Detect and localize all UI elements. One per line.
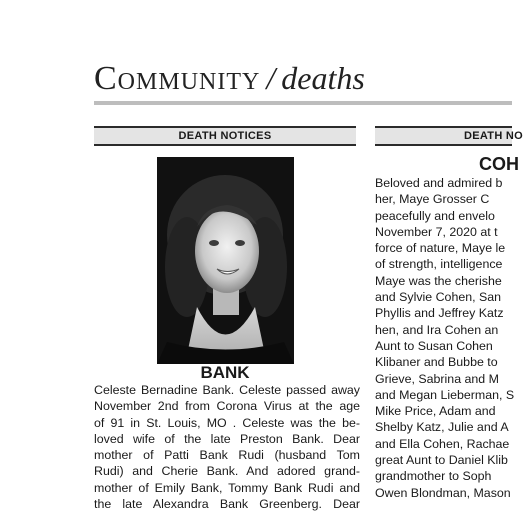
section-title: Community [94, 60, 261, 97]
obituary-line: mother of Emily Bank, Tommy Bank Rudi and [94, 480, 360, 495]
left-column-heading: DEATH NOTICES [94, 126, 356, 146]
right-obituary-name: COH [479, 154, 519, 174]
obituary-line: Klibaner and Bubbe to [375, 355, 498, 370]
obituary-line: hen, and Ira Cohen an [375, 322, 499, 337]
obituary-line: her, Maye Grosser C [375, 192, 490, 207]
obituary-line: and Ella Cohen, Rachae [375, 436, 510, 451]
obituary-line: Maye was the cherishe [375, 273, 502, 288]
obituary-line: Grieve, Sabrina and M [375, 371, 499, 386]
obituary-line: force of nature, Maye le [375, 241, 506, 256]
right-column-heading: DEATH NO [375, 126, 512, 146]
right-obituary-text [375, 175, 515, 501]
obituary-line: peacefully and envelo [375, 208, 495, 223]
header-separator: / [266, 60, 276, 96]
obituary-line: grandmother to Soph [375, 469, 492, 484]
header-rule [94, 101, 512, 105]
obituary-line: Owen Blondman, Mason [375, 485, 511, 500]
obituary-line: Rudi) and Cherie Bank. And adored grand- [94, 464, 360, 479]
obituary-line: Shelby Katz, Julie and A [375, 420, 509, 435]
obituary-line: the late Alexandra Bank Greenberg. Dear [94, 497, 360, 512]
portrait-photo [157, 157, 294, 364]
obituary-line: and Sylvie Cohen, San [375, 290, 502, 305]
obituary-line: Celeste Bernadine Bank. Celeste passed away [94, 383, 360, 397]
obituary-line: November 7, 2020 at t [375, 224, 498, 239]
obituary-line: Phyllis and Jeffrey Katz [375, 306, 504, 321]
section-subtitle: deaths [281, 60, 365, 96]
obituary-line: loved wife of the late Preston Bank. Dear [94, 431, 360, 446]
obituary-line: November 2nd from Corona Virus at the age [94, 399, 360, 414]
obituary-line: Beloved and admired b [375, 176, 503, 190]
obituary-line: mother of Patti Bank Rudi (husband Tom [94, 448, 360, 463]
obituary-line: Mike Price, Adam and [375, 404, 496, 419]
section-header [94, 60, 365, 98]
left-obituary-name: BANK [200, 363, 250, 382]
obituary-line: of strength, intelligence [375, 257, 503, 272]
obituary-line: Aunt to Susan Cohen [375, 338, 493, 353]
obituary-line: great Aunt to Daniel Klib [375, 453, 508, 468]
obituary-line: and Megan Lieberman, S [375, 387, 515, 402]
obituary-line: of 91 in St. Louis, MO . Celeste was the be- [94, 415, 360, 430]
left-obituary-text [94, 382, 360, 512]
